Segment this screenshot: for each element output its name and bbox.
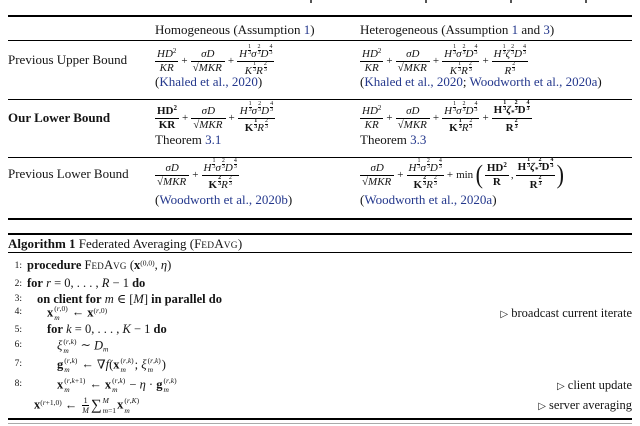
line-content: for k = 0, . . . , K − 1 do [47, 322, 167, 336]
algorithm-bottom-rule [8, 418, 632, 420]
line-comment: ▷ server averaging [538, 398, 632, 412]
table-mid-rule-1 [8, 99, 632, 100]
note-lower-homogeneous: (Woodworth et al., 2020b) [155, 192, 293, 207]
line-number: 6: [14, 340, 22, 350]
table-bottom-rule [8, 218, 632, 220]
caption-fragment [425, 0, 427, 3]
line-number: 2: [14, 279, 22, 289]
page-edge-rule [8, 423, 632, 424]
cite-woodworth-2020b[interactable]: Woodworth et al., 2020b [159, 192, 288, 207]
algorithm-caption: Algorithm 1 Federated Averaging (FEDAVG) [8, 236, 243, 251]
line-content: $x^{(r+1,0)}$ ← $\frac{1}{M}$ ∑ M m=1 x (r,K) m [34, 396, 140, 416]
line-comment: ▷ broadcast current iterate [500, 306, 632, 320]
formula-our-homogeneous: $HD^2$ KR + σD √MKR + H $^{\frac{1}{3}}$ σ $^{\frac{2}{3}}$ D $^{\frac{4}{3}}$ K $^{\frac{1}{3}}$ R $^{\frac{2}{3}}$ [157, 100, 274, 134]
caption-fragment [310, 0, 312, 3]
note-upper-homogeneous: (Khaled et al., 2020) [155, 74, 263, 89]
note-upper-heterogeneous: (Khaled et al., 2020; Woodworth et al., 2020a) [360, 74, 602, 89]
algorithm-line-7 [0, 356, 640, 375]
note-our-homogeneous: Theorem 3.1 [155, 132, 222, 147]
cite-khaled-2020[interactable]: Khaled et al., 2020 [159, 74, 258, 89]
table-top-rule [8, 15, 632, 17]
line-number: 8: [14, 379, 22, 389]
row-label-our-lower-bound: Our Lower Bound [8, 110, 111, 125]
assumption-1-link[interactable]: 1 [511, 22, 519, 37]
line-content: for r = 0, . . . , R − 1 do [27, 276, 146, 290]
theorem-3-3-link[interactable]: 3.3 [410, 132, 427, 147]
algorithm-caption-rule [8, 252, 632, 253]
line-content: procedure FEDAVG ($x^{(0,0)}$, η) [27, 258, 172, 272]
line-comment: ▷ client update [556, 378, 632, 392]
col-header-homogeneous: Homogeneous (Assumption 1) [155, 22, 315, 37]
formula-upper-heterogeneous: $HD^2$ KR + σD √MKR + H $^{\frac{1}{3}}$ σ $^{\frac{2}{3}}$ D $^{\frac{4}{3}}$ K $^{\frac{1}{3}}$ R $^{\frac{2}{3}}$ + H $^{\frac{1}{3}}$ ζ $^{\frac{2}{3}}$ D $^{\frac{4}{3}}$ R $^{\frac{2}{3}}$ [362, 43, 527, 77]
cite-khaled-2020[interactable]: Khaled et al., 2020 [364, 74, 463, 89]
line-content: ξ (r,k) m ∼ $D_m$ [57, 337, 109, 356]
algorithm-top-rule [8, 233, 632, 235]
caption-fragment [585, 0, 587, 3]
note-our-heterogeneous: Theorem 3.3 [360, 132, 427, 147]
assumption-3-link[interactable]: 3 [543, 22, 550, 37]
line-number: 3: [14, 294, 22, 304]
line-number: 7: [14, 359, 22, 369]
col-header-heterogeneous: Heterogeneous (Assumption 1 and 3) [360, 22, 555, 37]
line-content: x (r,0) m ← $x^{(r,0)}$ [47, 304, 108, 323]
row-label-previous-upper-bound: Previous Upper Bound [8, 52, 128, 67]
line-number: 5: [14, 325, 22, 335]
line-content: on client for m ∈ [M] in parallel do [37, 292, 222, 306]
table-header-rule [8, 40, 632, 41]
line-content: x (r,k+1) m ← x (r,k) m − η · g (r,k) m [57, 376, 177, 395]
row-label-previous-lower-bound: Previous Lower Bound [8, 166, 129, 181]
note-lower-heterogeneous: (Woodworth et al., 2020a) [360, 192, 497, 207]
formula-upper-homogeneous: $HD^2$ KR + σD √MKR + H $^{\frac{1}{3}}$ σ $^{\frac{2}{3}}$ D $^{\frac{4}{3}}$ K $^{\frac{1}{3}}$ R $^{\frac{2}{3}}$ [157, 43, 273, 77]
formula-lower-homogeneous: σD √MKR + H $^{\frac{1}{3}}$ σ $^{\frac{2}{3}}$ D $^{\frac{4}{3}}$ K $^{\frac{2}{3}}$ R $^{\frac{2}{3}}$ [157, 157, 237, 191]
cite-woodworth-2020a[interactable]: Woodworth et al., 2020a [469, 74, 598, 89]
algorithm-line-1 [0, 258, 640, 277]
formula-our-heterogeneous: $HD^2$ KR + σD √MKR + H $^{\frac{1}{3}}$ σ $^{\frac{2}{3}}$ D $^{\frac{4}{3}}$ K $^{\frac{1}{3}}$ R $^{\frac{2}{3}}$ + H $^{\frac{1}{3}}$ ζ* $^{\frac{2}{3}}$ D $^{\frac{4}{3}}$ R $^{\frac{2}{3}}$ [362, 100, 530, 134]
line-number: 1: [14, 261, 22, 271]
line-number: 4: [14, 307, 22, 317]
assumption-1-link[interactable]: 1 [303, 22, 311, 37]
cite-woodworth-2020a[interactable]: Woodworth et al., 2020a [364, 192, 493, 207]
algorithm-line-8 [0, 376, 640, 395]
algorithm-line-4 [0, 304, 640, 323]
algorithm-line-6 [0, 337, 640, 356]
formula-lower-heterogeneous: σD √MKR + H $^{\frac{1}{3}}$ σ $^{\frac{2}{3}}$ D $^{\frac{4}{3}}$ K $^{\frac{2}{3}}$ R $^{\frac{2}{3}}$ + min ( $HD^2$ R , H $^{\frac{1}{3}}$ ζ* $^{\frac{2}{3}}$ D $^{\frac{4}{3}}$ R $^{\frac{2}{3}}$ ) [362, 157, 565, 191]
algorithm-line-9 [0, 396, 640, 415]
caption-fragment [510, 0, 512, 3]
theorem-3-1-link[interactable]: 3.1 [205, 132, 222, 147]
line-content: g (r,k) m ← ∇f(x (r,k) m ; ξ (r,k) m ) [57, 356, 166, 375]
